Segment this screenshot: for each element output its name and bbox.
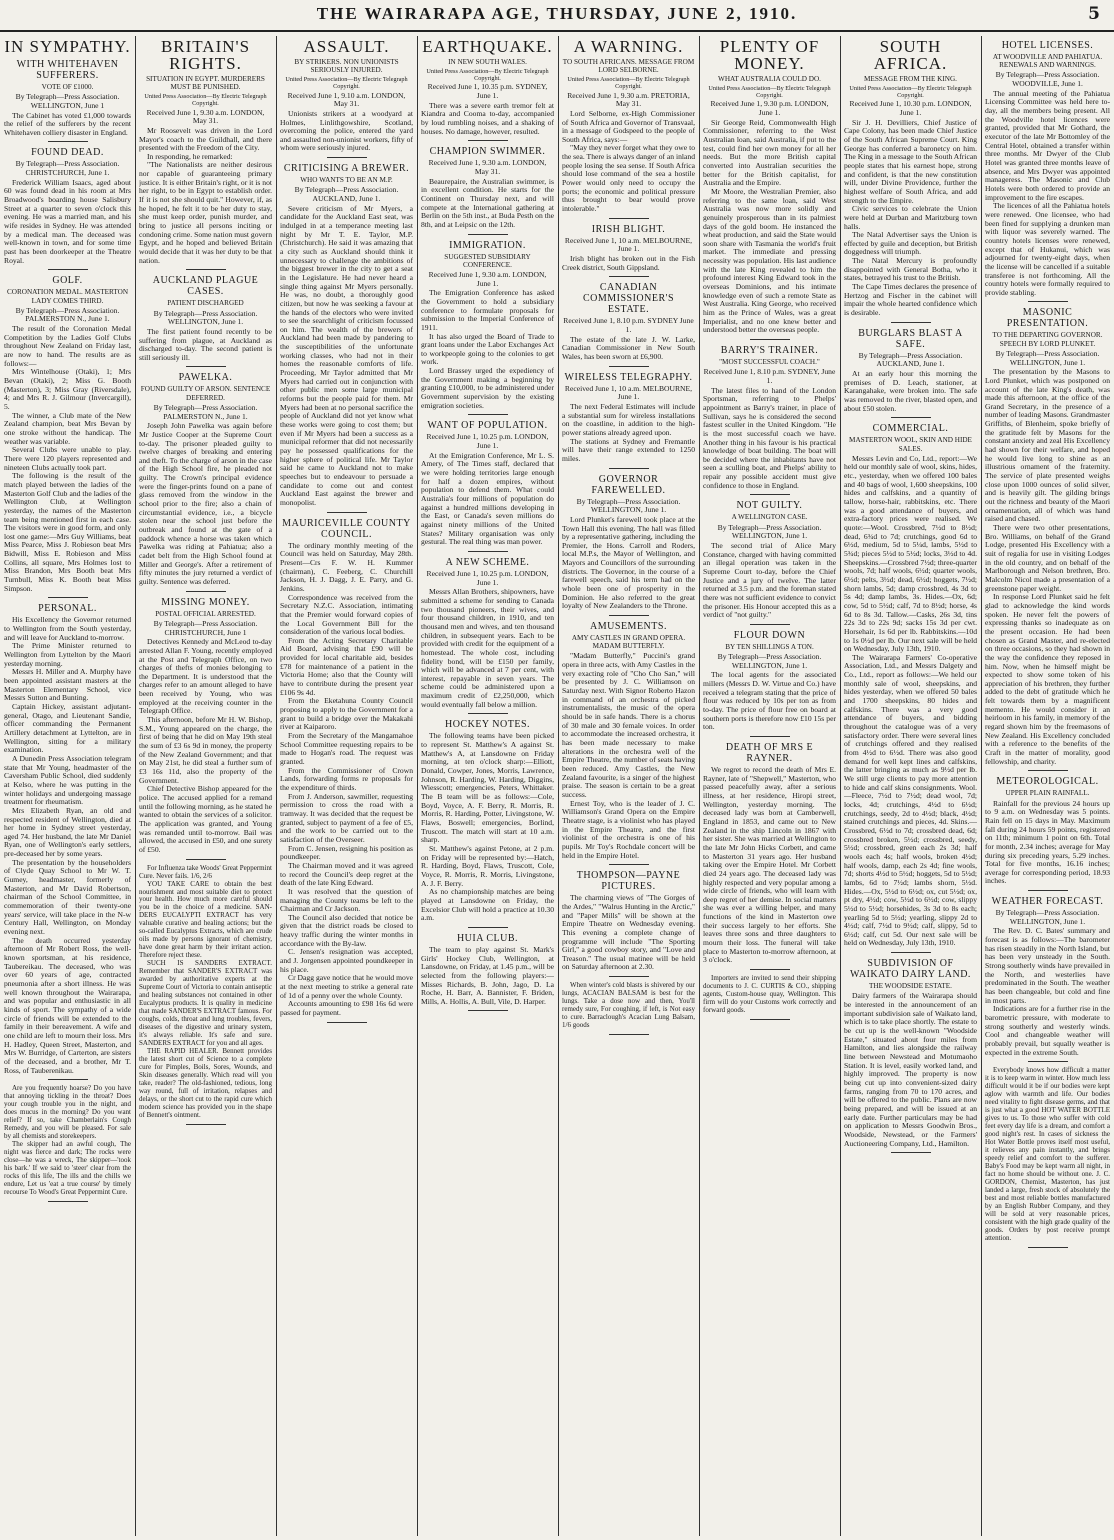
headline: IRISH BLIGHT. [591, 223, 666, 235]
headline: GOVERNOR FAREWELLED. [591, 473, 666, 496]
article-divider [750, 494, 790, 495]
article-divider [609, 366, 649, 367]
paragraph: From the Secretary of the Mangamahoe School Committee requesting repairs to be made to Hogan's road. The request was granted. [280, 731, 413, 767]
paragraph: The local agents for the associated millers (Messrs D. W. Virtue and Co.) have received a telegram stating that the price of flour was reduced by 10s per ton as from to-day. The price of flour free on board at southern ports is therefore now £10 15s per ton. [703, 670, 836, 732]
paragraph: There was a severe earth tremor felt at Kiandra and Cooma to-day, accompanied by loud rumbling noises, and a shaking of houses. No damage, however, resulted. [421, 100, 554, 136]
article-divider [750, 624, 790, 625]
dateline: By Telegraph—Press Association. PALMERSTON N., June 1. [15, 305, 120, 324]
dateline: By Telegraph—Press Association. WELLINGTON, June 1. [153, 308, 258, 327]
paragraph: The next Federal Estimates will include a substantial sum for wireless installations on the coastline, in addition to the high-power stations already agreed upon. [562, 401, 695, 437]
column-2 [139, 36, 272, 1536]
subheading: TO SOUTH AFRICANS. MESSAGE FROM LORD SELBORNE. [562, 58, 695, 75]
paragraph: The charming views of "The Gorges of the Ardes," "Walrus Hunting in the Arctic," and "Paper Mills" will be shown at the Empire Theatre on Wednesday evening. This evening a complete change of programme will include "The Sporting Girl," a good cowboy story, and "Love and Treason." The usual matinee will be held on Saturday afternoon at 2.30. [562, 893, 695, 972]
dateline: Received June 1, 10 a.m. MELBOURNE, June 1. [564, 235, 693, 254]
article [985, 40, 1110, 302]
article [844, 38, 977, 323]
column-7 [844, 36, 977, 1536]
dateline: By Telegraph—Press Association. CHRISTCHURCH, June 1. [15, 159, 120, 178]
paragraph: The following is the result of the match played between the ladies of the Masterton Golf Club and the ladies of the Wellington Club, at Wellington yesterday, the names of the Masterton team being mentioned first in each case. The visitors were in good form, and only lost one game:—Mrs Guy Williams, beat Miss Pearce, Miss J. Robieson beat Mrs Bidwill, Miss E. Robieson and Miss Collins, all square, Mrs Holmes lost to Miss Brandon, Mrs Booth beat Mrs Turnbull, Miss K. Booth beat Miss Simpson. [4, 471, 131, 593]
copyright-line: United Press Association—By Electric Telegraph Copyright. [285, 76, 408, 91]
column-5 [562, 36, 695, 1536]
paragraph: Civic services to celebrate the Union were held at Durban and Maritzburg town halls. [844, 204, 977, 231]
headline: GOLF. [52, 275, 83, 287]
article [421, 146, 554, 234]
copyright-line: United Press Association—By Electric Telegraph Copyright. [567, 76, 690, 91]
article-divider [186, 591, 226, 592]
paragraph: The death occurred yesterday afternoon of Mr Robert Ross, the well-known sportsman, at his residence, Taubereikau. The deceased, who was over 60 years of age, contracted pneumonia after a short illness. He was well known throughout the Wairarapa, and was popular and enthusiastic in all kinds of sport. The sympathy of a wide circle of friends will be extended to the family in their bereavement. A wife and one child are left to mourn their loss. Mrs H. Hadley, Queen Street, Masterton, and Mrs W. Burridge, of Carterton, are sisters of the deceased, and a brother, Mr T. Ross, of Tauberenikau. [4, 935, 131, 1075]
article-divider [609, 218, 649, 219]
column-rule [840, 36, 841, 1536]
headline: IN SYMPATHY. [4, 37, 131, 56]
dateline: By Telegraph—Press Association. WELLINGTON, June 1. [995, 908, 1100, 926]
headline: CANADIAN COMMISSIONER'S ESTATE. [582, 282, 675, 316]
paragraph: The winner, a Club mate of the New Zealand champion, beat Mrs Bevan by one stroke without the handicap. The weather was variable. [4, 410, 131, 446]
paragraph: "The Nationalists are neither desirous nor capable of guaranteeing primary justice. It is either Britain's right, or it is not her right, to be in Egypt to establish order. If it is not she should quit." However, if, as he hoped, he felt it to be her duty to stay, she must keep order, punish murder, and bring to justice all persons inciting or condoning crime. Some nation must govern Egypt, and he hoped and believed Britain would decide that it was her duty to be that nation. [139, 160, 272, 265]
paragraph: In response Lord Plunket said he felt glad to acknowledge the kind words spoken. He never felt the powers of expressing thanks so inadequate as on the present occasion. He had been chosen as Grand Master, and re-elected on three occasions, so they had shown in the way the confidence they reposed in him. Now, when he himself might be expected to show some token of his appreciation of his brethren, they further added to the debt of gratitude which he felt towards them by a magnificent memento. He would consider it an heirloom in his family, in memory of the regard shown him by the freemasons of New Zealand. His Excellency concluded with a reference to the benefits of the Craft in the matter of morality, good fellowship, and charity. [985, 592, 1110, 766]
paragraph: His Excellency the Governor returned to Wellington from the South yesterday, and will leave for Auckland to-morrow. [4, 615, 131, 642]
dateline: Received June 1, 10 a.m. MELBOURNE, June 1. [564, 383, 693, 402]
paragraph: The ordinary monthly meeting of the Council was held on Saturday, May 28th. Present—Crs F. W. H. Kummer (chairman), C. Feeberg, C. Churchill Jackson, H. J. Dagg, J. E. Parry, and G. Jenkins. [280, 540, 413, 593]
dateline: By Telegraph—Press Association. PALMERSTON N., June 1. [153, 402, 258, 421]
paragraph: Accounts amounting to £98 16s 6d were passed for payment. [280, 999, 413, 1018]
subheading: AT WOODVILLE AND PAHIATUA. RENEWALS AND WARNINGS. [992, 53, 1103, 70]
paragraph: Rainfall for the previous 24 hours up to 9 a.m. on Wednesday was 5 points. Rain fell on 15 days in May. Maximum fall during 24 hours 59 points, registered on 11th; minimum 1 point on 6th. Total for month, 2.34 inches; average for May during six preceding years, 5.29 inches. Total for five months, 16.16 inches; average for corresponding period, 18.93 inches. [985, 798, 1110, 886]
article [562, 982, 695, 1035]
subheading: VOTE OF £1000. [41, 83, 94, 91]
paragraph: Detectives Kennedy and McLeod to-day arrested Allan F. Young, recently employed at the Post and Telegraph Office, on two charges of thefts of monies belonging to the Department. It is understood that the charges refer to an amount alleged to have been received by Young, who was employed at the receiving counter in the Telegraph Office. [139, 637, 272, 716]
article-divider [750, 1019, 790, 1020]
headline: A NEW SCHEME. [445, 556, 530, 568]
headline: CRITICISING A BREWER. [283, 163, 410, 175]
headline: NOT GUILTY. [736, 500, 803, 512]
column-rule [135, 36, 136, 1536]
subheading: TO THE DEPARTING GOVERNOR. SPEECH BY LORD PLUNKET. [992, 331, 1103, 348]
column-rule [981, 36, 982, 1536]
dateline: Received June 1, 10.30 p.m. LONDON, June 1. [849, 99, 972, 117]
paragraph: We regret to record the death of Mrs E. Rayner, late of "Shepwell," Masterton, who passed peacefully away, after a serious illness, at her residence, Hiropi street, Wellington, yesterday morning. The deceased lady was born at Camberwell, England in 1853, and came out to New Zealand in the ship Lincoln in 1867 with her sister. She was married at Wellington to the late Mr John Hicks Corbett, and came to Masterton 31 years ago. Her husband taking over the Empire Hotel. Mr Corbett died 24 years ago. The deceased lady was highly respected and very popular among a wide circle of friends, who will learn with deep regret of her demise. In social matters she was ever a willing helper, and many functions of the kind in Masterton owe their success largely to her efforts. She leaves three sons and three daughters to mourn their loss. The funeral will take place to Masterton to-morrow afternoon, at 3 o'clock. [703, 764, 836, 965]
headline: PLENTY OF MONEY. [719, 37, 820, 73]
article [703, 38, 836, 340]
article [421, 38, 554, 141]
paragraph: There were two other presentations, Bro. Williams, on behalf of the Grand Lodge, presented His Excellency with a suit of regalia for use in visiting Lodges in the old country, and on behalf of the Marlborough and Nelson brethren, Bro. Malcolm Nicol made a presentation of a greenstone paper weight. [985, 523, 1110, 593]
article [4, 38, 131, 142]
article [985, 896, 1110, 1062]
paragraph: C. Jensen's resignation was accepted, and J. Jorgensen appointed poundkeeper in his place. [280, 947, 413, 974]
article [562, 372, 695, 469]
article [280, 518, 413, 1023]
advertisement: SUCH IS SANDERS EXTRACT. Remember that SANDER'S EXTRACT was awarded by authoritative experts at the Supreme Court of Victoria to contain antiseptic and healing substances not contained in other Eucalyptus products. It is quality in medicine that made SANDER'S EXTRACT famous. For coughs, colds, throat and lung troubles, fevers, diseases of the digestive and urinary system, it's always reliable. It's safe and sure. SANDERS EXTRACT for you and all ages. [139, 959, 272, 1047]
paragraph: Mr Moore, the Westralian Premier, also referring to the same loan, said West Australia was now more solidly and genuinely prosperous than in its palmiest days of the gold boom. He instanced the wheat production, and said the State would soon share with Tasmania the world's fruit market. The immediate and pressing necessity was population. His last audience with the late King revealed to him the profound interest King Edward took in the overseas Dominions, and his intimate knowledge even of such a remote State as West Australia. King George, who received him as the Prince of Wales, was a great Imperialist, and no one knew better and understood better the overseas people. [703, 186, 836, 335]
article [421, 420, 554, 552]
column-rule [558, 36, 559, 1536]
article-divider [609, 1034, 649, 1035]
article [562, 870, 695, 977]
headline: FLOUR DOWN [733, 629, 806, 641]
article [985, 307, 1110, 771]
headline: PAWELKA. [178, 372, 233, 384]
headline: CHAMPION SWIMMER. [429, 146, 546, 158]
article-divider [48, 269, 88, 270]
article-divider [750, 736, 790, 737]
article-divider [48, 597, 88, 598]
paragraph: The stations at Sydney and Fremantle will have their range extended to 1250 miles. [562, 436, 695, 463]
paragraph: Mrs Elizabeth Ryan, an old and respected resident of Wellington, died at her home in Sydney street yesterday, aged 74. Her husband, the late Mr Daniel Ryan, one of Wellington's early settlers, pre-deceased her by some years. [4, 805, 131, 859]
paragraph: Sir J. H. Devilliers, Chief Justice of Cape Colony, has been made Chief Justice of the South African Supreme Court. King George has conferred a baronetcy on him. The King in a message to the South African people states that his earnest hope, strong and confident, is that the new constitution will, under Divine Providence, further the highest welfare of South Africa, and add strength to the Empire. [844, 117, 977, 205]
advertisement: YOU TAKE CARE to obtain the best nourishment and most suitable diet to protect your health. How much more careful should you be in the choice of a medicine. SAN-DERS EUCALYPTI EXTRACT has very valuable curative and healing actions; but the so-called Eucalyptus Extracts, which are crude oils made by persons ignorant of chemistry, have done great harm by their irritant action. Therefore reject these. [139, 879, 272, 960]
advertisement: Importers are invited to send their shipping documents to J. C. CURTIS & CO., shipping agents, Custom-house quay, Wellington. This firm will do your Customs work correctly and forward goods. [703, 974, 836, 1014]
paragraph: Several Clubs were unable to play. There were 120 players represented and nineteen Clubs actually took part. [4, 445, 131, 472]
column-4 [421, 36, 554, 1536]
subheading: BY TEN SHILLINGS A TON. [725, 642, 814, 651]
column-rule [417, 36, 418, 1536]
dateline: Received June 1, 9.30 a.m. PRETORIA, May 31. [567, 90, 690, 109]
article [139, 597, 272, 860]
paragraph: Messrs Allan Brothers, shipowners, have submitted a scheme for sending to Canada two thousand pioneers, their wives, and four thousand children, in 1910, and ten thousand men and wives, and ten thousand children, in subsequent years. Each to be provided with credit for the equipment of a homestead. The whole cost, including fidelity bond, will be £150 per family, which will be advanced at 7 per cent, with interest, repayable in seven years. The scheme could be administered upon a maximum credit of £2,250,000, which would eventually fall below a million. [421, 587, 554, 709]
paragraph: In responding, he remarked: [147, 151, 233, 161]
advertisement: Are you frequently hoarse? Do you have that annoying tickling in the throat? Does your cough trouble you in the night, and does mucus in the morning? Do you want relief? If so, take Chamberlain's Cough Remedy, and you will be pleased. For sale by all chemists and storekeepers. [4, 1084, 131, 1141]
paragraph: The Council also decided that notice be given that the district roads be closed to heavy traffic during the winter months in accordance with the By-law. [280, 912, 413, 948]
headline: SUBDIVISION OF WAIKATO DAIRY LAND. [850, 958, 971, 981]
subheading: CORONATION MEDAL. MASTERTON LADY COMES THIRD. [6, 288, 129, 305]
subheading: SUGGESTED SUBSIDIARY CONFERENCE. [444, 252, 531, 269]
article-divider [891, 952, 931, 953]
subheading: POSTAL OFFICIAL ARRESTED. [155, 609, 256, 618]
article-divider [1028, 301, 1068, 302]
headline: HOTEL LICENSES. [1001, 40, 1094, 51]
subheading: WHO WANTS TO BE AN M.P. [300, 176, 393, 185]
article-divider [468, 927, 508, 928]
article-divider [186, 859, 226, 860]
paragraph: Captain Hickey, assistant adjutant-general, Otago, and Lieutenant Sandie, officer commanding the Permanent Artillery detachment at Lyttelton, are in Wellington, sitting for a military examination. [4, 701, 131, 755]
subheading: SITUATION IN EGYPT. MURDERERS MUST BE PUNISHED. [146, 75, 265, 92]
headline: HUIA CLUB. [456, 932, 519, 944]
column-6 [703, 36, 836, 1536]
headline: DEATH OF MRS E RAYNER. [725, 741, 814, 764]
paragraph: It was resolved that the question of managing the County teams be left to the Chairman and Cr Jackson. [280, 886, 413, 914]
paragraph: A Dunedin Press Association telegram state that Mr Young, headmaster of the Caversham Public School, died suddenly at Kelso, where he was putting in the winter holidays and undergoing massage treatment for rheumatism. [4, 753, 131, 807]
headline: WITH WHITEHAVEN SUFFERERS. [16, 59, 119, 81]
article [4, 275, 131, 598]
subheading: THE WOODSIDE ESTATE. [869, 982, 952, 991]
dateline: By Telegraph—Press Association. WELLINGTON, June 1 [15, 92, 120, 110]
paragraph: From the Acting Secretary Charitable Aid Board, advising that £90 will be provided for local charitable aid, besides £78 for maintenance of a patient in the Victoria Home; also that the County will have to contribute during the present year £106 9s 4d. [280, 635, 413, 697]
subheading: MESSAGE FROM THE KING. [864, 75, 957, 83]
article-divider [327, 1022, 367, 1023]
headline: SOUTH AFRICA. [873, 37, 948, 73]
paragraph: Dairy farmers of the Wairarapa should be interested in the announcement of an important subdivision sale of Waikato land, which is to take place shortly. The estate to be cut up is the well-known "Woodside Estate," situated about four miles from Hamilton, and lies alongside the railway line between Newstead and Motumaoho Station. It is level, easily worked land, and highly improved. The property is now being cut up into convenient-sized dairy farms, ranging from 70 to 170 acres, and will be offered to the public. Plans are now being prepared, and will be issued at an early date. Further particulars may be had on application to Messrs Goodwin Bros., Woodside, Newstead, or the Farmers' Auctioneering Company, Ltd., Hamilton. [844, 991, 977, 1148]
paragraph: The Rev. D. C. Bates' summary and forecast is as follows:—The barometer has risen steadily in the North Island, but has been very unsteady in the South. Strong southerly winds have prevailed in the North, and westerlies have predominated in the South. The weather has been changeable, but cold and fine in most parts. [985, 926, 1110, 1005]
paragraph: Mr Roosevelt was driven in the Lord Mayor's coach to the Guildhall, and there presented with the Freedom of the City. [139, 125, 272, 153]
article-divider [609, 468, 649, 469]
headline: HOCKEY NOTES. [444, 719, 530, 731]
headline: METEOROLOGICAL. [996, 776, 1099, 788]
paragraph: The presentation by the householders of Clyde Quay School to Mr W. T. Gumey, headmaster, formerly of Masterton, and Mr David Robertson, chairman of the School Committee, in commemoration of their twenty-one years' service, will take place in the N-w Century Hall, Wellington, on Monday evening next. [4, 857, 131, 937]
advertisement: For Influenza take Woods' Great Peppermint Cure. Never fails. 1/6, 2/6 [139, 863, 272, 880]
article [421, 719, 554, 927]
paragraph: Irish blight has broken out in the Fish Creek district, South Gippsland. [562, 254, 695, 272]
copyright-line: United Press Association—By Electric Telegraph Copyright. [426, 68, 549, 83]
column-8 [985, 36, 1110, 1536]
headline: BARRY'S TRAINER. [720, 345, 819, 357]
article-divider [891, 1152, 931, 1153]
article [562, 224, 695, 278]
headline: MASONIC PRESENTATION. [1006, 307, 1089, 330]
article [844, 958, 977, 1153]
paragraph: At an early hour this morning the premises of D. Leach, stationer, at Karangahake, were broken into. The safe was removed to the river, blasted open, and about £50 stolen. [844, 369, 977, 413]
paragraph: Frederick William Isaacs, aged about 60 was found dead in his room at Mrs Broadwood's boarding house Salisbury Street at a quarter to seven o'clock this evening. He was a married man, and his wife resides in Sydney. He was attended by a medical man. The deceased was well-known in town, and for some time past has been doorkeeper at the Theatre Royal. [4, 177, 131, 265]
paragraph: Messrs Levin and Co, Ltd., report:—We held our monthly sale of wool, skins, hides, etc., yesterday, when we offered 100 bales and 40 bags of wool, 1,600 sheepskins, 100 hides and calfskins, and a quantity of tallow, horse-hair, rabbitskins, etc. There was a good attendance of buyers, and extra-factory prices were realised. We quote:—Wool. Crossbred, 7½d to 8½d; dead, 6¾d to 7d; crutchings, good 6d to 6½d, medium, 5d to 5¼d, lambs, 5½d to 5¾d; pieces 5½d to 5½d; locks, 3½d to 4d. Sheepskins.—Crossbred 7½d; three-quarter wools, 7d; half wools, 6½d; quarter wools, 6½d; pelts, 3½d; dead, 6½d; hoggets, 7½d; shorn lambs, 5d; damp crossbred, 4s 3d to 5s 4d; damp lambs, 3s. Hides.—Ox, 6d; cow, 5d to 5½d; calf, 7d to 8½d; horse, 4s 6d to 8s 3d. Tallow.—Casks, 26s 3d, tins 22s 3d to 22s 9d; sacks 15s 3d per cwt. Horsehair, 1s 6d per lb. Rabbitskins.—10d to 1s 0½d per lb. Our next sale will be held on Wednesday, July 13th, 1910. [844, 453, 977, 654]
article [703, 742, 836, 970]
paragraph: The team to play against St. Mark's Girls' Hockey Club, Wellington, at Lansdowne, on Friday, at 1.45 p.m., will be selected from the following players:—Misses Richards, B. John, Jago, D. La Roche, H. Barr, A. Bannister, F. Briden, Mills, A. Hollis, A. Bull, Vile, D. Harper. [421, 944, 554, 1006]
paragraph: Messrs H. Miller and A. Murphy have been appointed assistant masters at the Masterton Elementary School, vice Messrs Sutton and Bunting. [4, 667, 131, 703]
paragraph: "May they never forget what they owe to the sea. There is always danger of an inland people losing the sea sense. If South Africa should lose command of the sea a hostile Power would only need to occupy the ports; the economic and political pressure thus brought to bear would prove intolerable." [562, 143, 695, 214]
advertisement: Everybody knows how difficult a matter it is to keep warm in winter. How much less difficult would it be if our bodies were kept aglow with warmth and life. Our bodies need vitality to fight disease germs, and that is just what a good HOT WATER BOTTLE gives to us. To those who suffer with cold feet every day life is a dream, and comfort a good night's rest. In cases of sickness the Hot Water Bottle proves itself most useful, it relieves any pain instantly, and brings speedy relief and comfort to the sufferer. Baby's Food may be kept warm all night, in fact no home should be without one. J. C. GORDON, Chemist, Masterton, has just landed a large, fresh stock of absolutely the best and most reliable bottles manufactured by an English Rubber Company, and they will be sold at very reasonable prices, consistent with the high grade quality of the goods. Orders by post receive prompt attention. [985, 1066, 1110, 1242]
dateline: By Telegraph—Press Association. WELLINGTON, June 1. [717, 522, 822, 541]
article [421, 557, 554, 715]
headline: AMUSEMENTS. [590, 621, 667, 633]
paragraph: Indications are for a further rise in the barometric pressure, with moderate to strong southerly and westerly winds. Cool and changeable weather will probably prevail, but squally weather is expected in the extreme South. [985, 1004, 1110, 1057]
article [139, 38, 272, 270]
paragraph: The Wairarapa Farmers' Co-operative Association, Ltd., and Messrs Dalgety and Co., Ltd., report as follows:—We held our monthly sale of wool, sheepskins, and hides yesterday, when we offered 50 bales and 1700 sheepskins, 80 hides and calfskins. There was a very good attendance of buyers, and bidding throughout the catalogue was of a very satisfactory order. There were several lines of crutchings offered and they realised from 4½d to 6½d. There was also good demand for well kept lines and calfskins, the latter bringing as much as 9½d per lb. We still urge clients to pay more attention to hide and calf skins consignments. Wool.—Fleece, 7½d to 7½d; dead wool, 7d; locks, 4d; crutchings, 4½d to 6½d; crutchings, seedy, 2d to 4½d; black, 4½d; stained crutchings and pieces, 4d. Skins.—Crossbred, 6½d to 7d; crossbred dead, 6d; crossbred broken, 5½d; crossbred, seedy, 5½d; crossbred, green each 2s 3d; half wools each 4s; half wools, broken 4½d; half wools, damp, each 2s 4d; fine wools, 7d; shorts 4½d to 5½d; hoggets, 5d to 5½d; lambs, 6d to 7½d; lambs shorn, 5½d. Hides.—Ox, 5½d to 6½d; ox, cut 5½d; ox, pt dry, 4½d; cow, 5½d to 6½d; cow, slippy 5½d to 5½d; horsehides, 3s 3d to 8s each; yearling 5d to 5½d; yearling, slippy 2d to 4½d; calf, 7½d to 9½d; calf, slippy, 5d to 6½d; calf, cut 5d. Our next sale will be held on Wednesday, July 13th, 1910. [844, 652, 977, 948]
advertisement: When winter's cold blasts is shivered by our lungs, ACACIAN BALSAM is best for the lungs. Take a dose now and then, You'll remedy sure, For coughing, if left, is Not easy to cure. Barraclough's Acacian Lung Balsam, 1/6 goods [562, 981, 695, 1029]
copyright-line: United Press Association—By Electric Telegraph Copyright. [144, 93, 267, 108]
dateline: Received June 1, 8.10 p.m. SYDNEY June 1. [563, 316, 694, 334]
subheading: "MOST SUCCESSFUL COACH." [719, 358, 820, 367]
headline: EARTHQUAKE. [422, 37, 553, 56]
article [985, 776, 1110, 891]
article-divider [468, 234, 508, 235]
article [421, 240, 554, 416]
article [139, 865, 272, 1125]
article-divider [48, 141, 88, 142]
paragraph: Mrs Wintelhouse (Otaki), 1; Mrs Bevan (Otaki), 2; Miss G. Booth (Masterton), 3; Miss Gray (Riversdale), 4; and Mrs R. J. Gilmour (Invercargill), 5. [4, 367, 131, 411]
paragraph: Unionists strikers at a woodyard at Holmes, Linlithgowshire, Scotland, overcoming the police, entered the yard and assaulted non-unionist workers, fifty of whom were seriously injured. [280, 108, 413, 153]
article [985, 1067, 1110, 1247]
dateline: Received June 1, 10.25 p.m. LONDON, June 1. [426, 432, 549, 451]
page-number: 5 [1088, 4, 1100, 24]
article [4, 603, 131, 1080]
article-divider [1028, 890, 1068, 891]
article-divider [48, 1201, 88, 1202]
article [280, 38, 413, 158]
paragraph: The result of the Coronation Medal Competition by the Ladies Golf Clubs throughout New Zealand on Friday last, are now to hand. The results are as follows:— [4, 324, 131, 368]
article-divider [1028, 1247, 1068, 1248]
dateline: By Telegraph—Press Association. WELLINGTON, June 1. [995, 348, 1100, 367]
subheading: FOUND GUILTY OF ARSON. SENTENCE DEFERRED. [140, 385, 271, 402]
paragraph: The Cabinet has voted £1,000 towards the relief of the sufferers by the recent Whitehaven colliery disaster in England. [4, 110, 131, 137]
dateline: By Telegraph—Press Association. WELLINGTON, June 1. [576, 496, 681, 515]
subheading: AMY CASTLES IN GRAND OPERA. MADAM BUTTERFLY. [571, 634, 686, 651]
paragraph: The following teams have been picked to represent St. Matthew's A against St. Matthew's A, at Lansdowne on Friday morning, at ten o'clock sharp:—Elliott, Donald, Cowper, Jones, Morris, Lawrence, Johnson, R. Harding, W. Harding, Diggins, Wiesscott; emergencies, Peters, Whittaker. The B team will be as follows:—Cole, Boyd, Voyce, A. F. Berry, R. Morris, R. Morris, R. Harding, Potter, Livingstone, W. Flaws, Boswell; emergencies, Borlind, Truscott. The match will start at 10 a.m. sharp. [421, 731, 554, 845]
dateline: Received June 1, 10.35 p.m. SYDNEY, June 1. [427, 82, 548, 100]
dateline: By Telegraph—Press Association. WOODVILLE, June 1. [995, 70, 1100, 89]
paragraph: From J. Anderson, sawmiller, requesting permission to cross the road with a tramway. It was decided that the request be granted, subject to payment of a fee of £5, and the work to be carried out to the satisfaction of the Overseer. [280, 791, 413, 844]
paragraph: As no championship matches are being played at Lansdowne on Friday, the Excelsior Club will hold a practice at 10.30 a.m. [421, 887, 554, 923]
subheading: MASTERTON WOOL, SKIN AND HIDE SALES. [849, 436, 972, 453]
subheading: UPPER PLAIN RAINFALL. [1005, 789, 1090, 798]
headline: MAURICEVILLE COUNTY COUNCIL. [282, 517, 411, 540]
headline: FOUND DEAD. [31, 147, 104, 159]
paragraph: From the Eketahuna County Council proposing to apply to the Government for a grant to build a bridge over the Makakahi river at Kaiparoro. [280, 696, 413, 732]
article [844, 328, 977, 419]
paragraph: It has also urged the Board of Trade to grant loans under the Labor Exchanges Act to workpeople going to the colonies to get work. [421, 331, 554, 367]
headline: COMMERCIAL. [872, 423, 949, 435]
headline: WEATHER FORECAST. [991, 896, 1104, 908]
paragraph: The Natal Mercury is profoundly disappointed with General Botha, who it states, betrayed his trust to the British. [844, 256, 977, 283]
article [4, 147, 131, 270]
subheading: PATIENT DISCHARGED [167, 299, 244, 308]
paragraph: St. Matthew's against Petone, at 2 p.m. on Friday will be represented by:—Hatch, R. Harding, Boyd, Flaws, Truscott, Cole, Voyce, R. Morris, R. Morris, Livingstone, A. J. F. Berry. [421, 843, 554, 888]
article-divider [186, 366, 226, 367]
paragraph: The presentation by the Masons to Lord Plunket, which was postponed on account of the late King's death, was made this afternoon, at the office of the Grand Secretary, in the presence of a number of leading Masons. Grandmaster Griffiths, of Blenheim, spoke briefly of the gratitude felt by Masons for the constant anxiety and zeal His Excellency had shown for their welfare, and hoped he would live long to shine as an illustrious ornament of the fraternity. The service of plate presented weighs close upon 1000 ounces of solid silver, and is heavily gilt. The gilding brings out the richness and beauty of the Maori ornamentation, all of which was hand raised and chased. [985, 367, 1110, 524]
article [844, 423, 977, 953]
paragraph: Lord Brassey urged the expediency of the Government making a beginning by granting £10,000, to be administered under Government supervision by the existing emigration societies. [421, 366, 554, 410]
article [421, 933, 554, 1012]
dateline: Received June 1, 9.30 a.m. LONDON, May 31. [146, 107, 265, 126]
article-divider [609, 615, 649, 616]
paragraph: The annual meeting of the Pahiatua Licensing Committee was held here to-day, all the members being present. All the Woodville hotel licences were granted, provided that Mr Gothard, the executor of the late Mr Bottomley of the Central Hotel, obtained a transfer within three months. Mr Dwyer of the Club Hotel was granted three months leave of absence, and Mrs Dwyer was appointed manageress. The Masonic and Club Hotels were both ordered to provide an improvement to the fire escapes. [985, 88, 1110, 202]
article [703, 500, 836, 624]
paragraph: Lord Selborne, ex-High Commissioner of South Africa and Governor of Transvaal, in a message of Godspeed to the people of South Africa, says:— [562, 108, 695, 144]
paragraph: Correspondence was received from the Secretary N.Z.C. Association, intimating that the Premier would forward copies of the Local Government Bill for the consideration of the various local bodies. [280, 592, 413, 637]
dateline: Received June 1, 9.30 a.m. LONDON, May 31. [428, 158, 547, 176]
article [562, 38, 695, 219]
dateline: By Telegraph—Press Association. AUCKLAND, June 1. [858, 350, 963, 369]
article-divider [468, 713, 508, 714]
copyright-line: United Press Association—By Electric Telegraph Copyright. [708, 85, 831, 100]
headline: THOMPSON—PAYNE PICTURES. [576, 870, 681, 893]
paragraph: The Cape Times declares the presence of Hertzog and Fischer in the cabinet will impair the whole hearted confidence which is desirable. [844, 282, 977, 318]
article-divider [468, 140, 508, 141]
article-divider [186, 1124, 226, 1125]
headline: AUCKLAND PLAGUE CASES. [152, 275, 259, 298]
article-divider [1028, 1061, 1068, 1062]
dateline: By Telegraph—Press Association. AUCKLAND, June 1. [294, 185, 399, 203]
article-divider [750, 969, 790, 970]
dateline: By Telegraph—Press Association. WELLINGTON, June 1. [717, 652, 822, 670]
paragraph: Beaurepaire, the Australian swimmer, is in excellent condition. He starts for the Continent on Thursday next, and will compete at the International gathering at Berlin on the 5th inst., at Buda Pesth on the 8th, and at Leipsic on the 12th. [421, 176, 554, 229]
article-divider [750, 339, 790, 340]
article-divider [891, 322, 931, 323]
paragraph: Chief Detective Bishop appeared for the police. The accused applied for a remand until the following morning, as he stated he wanted to obtain the services of a solicitor. The application was granted, and Young was remanded until to-morrow. Bail was allowed, the accused in £50, and one surety of £50. [139, 784, 272, 854]
headline: MISSING MONEY. [161, 596, 250, 608]
subheading: WHAT AUSTRALIA COULD DO. [718, 75, 821, 83]
subheading: A WELLINGTON CASE. [731, 513, 808, 522]
paragraph: The licences of all the Pahiatua hotels were renewed. One licensee, who had been fined for supplying a drunken man with liquor was severely warned. The country hotels licenses were renewed, except that of Hukanui, which was adjourned for twenty-eight days, when the license will be cancelled if a suitable transferee is not forthcoming. All the country hotels were formally required to provide stabling. [985, 201, 1110, 297]
article [4, 1085, 131, 1202]
paragraph: Lord Plunket's farewell took place at the Town Hall this evening. The hall was filled by a representative gathering, including the Premier, the Hons. Carroll and Roders, local M.P.s, the Mayor of Wellington, and Mayors and Councillors of the surrounding districts. The Governor, in the course of a farewell speech, said his term had on the whole been one of prosperity in the Dominion. He also referred to the great loyalty of New Zealanders to the Throne. [562, 514, 695, 611]
headline: IMMIGRATION. [449, 239, 526, 251]
article [139, 372, 272, 591]
article-divider [327, 157, 367, 158]
paragraph: The estate of the late J. W. Larke, Canadian Commissioner in New South Wales, has been sworn at £6,900. [562, 334, 695, 361]
article-divider [468, 551, 508, 552]
dateline: Received June 1, 10.25 p.m. LONDON, June 1. [426, 568, 549, 587]
article-divider [609, 976, 649, 977]
article-divider [891, 417, 931, 418]
paragraph: The Prime Minister returned to Wellington from Lyttelton by the Maori yesterday morning. [4, 641, 131, 668]
headline: A WARNING. [573, 37, 684, 56]
paragraph: The second trial of Alice Mary Constance, charged with having committed an illegal operation was taken in the Supreme Court to-day, before the Chief Justice and a jury of twelve. The latter returned at 3.5 p.m. and the foreman stated there was not sufficient evidence to convict the prisoner. His Honour accepted this as a verdict of "not guilty." [703, 540, 836, 620]
masthead [0, 0, 1114, 32]
article-divider [609, 864, 649, 865]
paragraph: The Emigration Conference has asked the Government to hold a subsidiary conference to formulate proposals for submission to the Imperial Conference of 1911. [421, 288, 554, 332]
article [562, 282, 695, 366]
article [139, 275, 272, 367]
paragraph: Severe criticism of Mr Myers, a candidate for the Auckland East seat, was indulged in at a temperance meeting last night by Mr T. E. Taylor, M.P. (Christchurch). He said it was amazing that a city such as Auckland should think it unnecessary to challenge the ambitions of the biggest brewer in the city to get a seat in the Legislature. He had never heard a single thing against Mr Myers personally. He was, no doubt, a thoroughly good citizen, but now he was seeking a favour at the hands of the electors who were invited to see the searchlight of criticism focussed on him. The wealth of the brewers of Auckland had been made by pandering to the susceptibilities of the unfortunate working classes, who had not in their homes the reasonable comforts of life. Proceeding, Mr Taylor admitted that Mr Myers had carried out in conjunction with other public men some large municipal reforms but the people paid for them. Mr Myers had been at no personal sacrifice the people of Auckland did not yet know what these works were going to cost them; but even if Mr Myers had been a success as a municipal reformer that did not necessarily pay he possessed qualifications for the higher sphere of political life. Mr Taylor said he came to Auckland not to make speeches but to endeavour to persuade a candidate to come out and contest Auckland East against the brewer and monopolist. [280, 203, 413, 507]
article-divider [468, 1010, 508, 1011]
dateline: By Telegraph—Press Association. CHRISTCHURCH, June 1 [153, 618, 258, 637]
column-rule [276, 36, 277, 1536]
copyright-line: United Press Association—By Electric Telegraph Copyright. [849, 85, 972, 100]
paragraph: Joseph John Pawelka was again before Mr Justice Cooper at the Supreme Court to-day. The prisoner pleaded guilty to twelve charges of breaking and entering and theft. To the charge of arson in the case of the High School fire, he pleaded not guilty. The Crown's principal evidence were the finger-prints found on a pane of glass removed from the window in the school prior to the fire; also a chain of circumstantial evidence, i.e., a bicycle stolen near the school just before the outbreak and found at the gate of a paddock whence a horse was taken which Pawelka was riding at Pahiatua; also a cadet belt from the High School found at Miller and George's. After a retirement of fifty minutes the jury returned a verdict of guilty. Sentence was deferred. [139, 421, 272, 587]
article [703, 345, 836, 495]
paragraph: This afternoon, before Mr H. W. Bishop, S.M., Young appeared on the charge, the first of being that he did on May 19th steal the sum of £3 6s 9d in money, the property of the New Zealand Government; and that on May 21st, he did steal a further sum of £3 16s 11d, also the property of the Government. [139, 715, 272, 785]
article [280, 163, 413, 512]
paragraph: From the Commissioner of Crown Lands, forwarding forms re proposals for the expenditure of thirds. [280, 765, 413, 792]
article-divider [1028, 770, 1068, 771]
article [703, 975, 836, 1020]
headline: BURGLARS BLAST A SAFE. [858, 327, 963, 350]
column-3 [280, 36, 413, 1536]
dateline: Received June 1, 9.10 a.m. LONDON, May 31. [287, 90, 406, 109]
article [562, 621, 695, 865]
article-divider [468, 414, 508, 415]
headline: ASSAULT. [303, 37, 390, 56]
subheading: BY STRIKERS. NON UNIONISTS SERIOUSLY INJURED. [294, 58, 399, 75]
column-1 [4, 36, 131, 1536]
paragraph: Ernest Toy, who is the leader of J. C. Williamson's Grand Opera on the Empire Theatre stage, is a violinist who has played in the Empire Theatre, and the first violinist of the orchestra is one of his pupils. Mr Toy's Rochdale concert will be held in the Empire Hotel. [562, 798, 695, 860]
newspaper-title: THE WAIRARAPA AGE, THURSDAY, JUNE 2, 1910. [316, 4, 798, 23]
article [703, 630, 836, 737]
article-divider [609, 276, 649, 277]
advertisement: THE RAPID HEALER. Bennett provides the latest short cut of Science to a complete cure for Pimples, Boils, Sores, Wounds, and Skin diseases generally. Which read will you take, reader? The old-fashioned, tedious, long way round, full of irritation, relapses and delays, or the short cut to the rapid cure which modern science has provided you in the shape of Bennett's ointment. [139, 1046, 272, 1119]
dateline: Received June 1, 9.30 a.m. LONDON, June 1. [428, 269, 547, 288]
column-rule [699, 36, 700, 1536]
headline: WANT OF POPULATION. [427, 420, 548, 432]
dateline: Received June 1, 9.30 p.m. LONDON, June 1. [710, 99, 829, 117]
article [562, 474, 695, 617]
paragraph: From C. Jensen, resigning his position as poundkeeper. [280, 843, 413, 862]
advertisement: The skipper had an awful cough, The night was fierce and dark; The rocks were close—he was a wreck, The skipper—'took his bark.' If we said to 'steer' clear from the rocks of this life, The ills and the chills we endure, Let us 'eat a true course' by timely recourse To Wood's Great Peppermint Cure. [4, 1139, 131, 1196]
paragraph: The Natal Advertiser says the Union is effected by guile and deception, but British doggedness will triumph. [844, 230, 977, 257]
paragraph: Cr Dagg gave notice that he would move at the next meeting to strike a general rate of 1d of a penny over the whole County. [280, 973, 413, 1000]
article-divider [48, 1079, 88, 1080]
paragraph: The first patient found recently to be suffering from plague, at Auckland as discharged to-day. The second patient is still seriously ill. [139, 326, 272, 362]
headline: PERSONAL. [38, 603, 97, 615]
headline: BRITAIN'S RIGHTS. [160, 37, 251, 73]
dateline: Received June 1, 8.10 p.m. SYDNEY, June 1. [703, 367, 836, 385]
paragraph: "Madam Butterfly," Puccini's grand opera in three acts, with Amy Castles in the very exacting role of "Cho Cho San," will be presented by J. C. Williamson on Saturday next. With Signor Roberto Hazon in command of an orchestra of picked instrumentalists, the music of the opera should be in safe hands. There is a chorus of 30 male and 30 female voices. In order to accommodate the increased orchestra, it has been made necessary to make alterations in the orchestra well of the Empire Theatre, the number of seats having been reduced. Amy Castles, the New Zealand favourite, is a singer of the highest praise. The season is certain to be a great success. [562, 651, 695, 799]
headline: WIRELESS TELEGRAPHY. [564, 371, 693, 383]
subheading: IN NEW SOUTH WALES. [448, 58, 527, 66]
paragraph: Sir George Reid, Commonwealth High Commissioner, referring to the West Australian loan, said Australia, if put to the test, could find her own money for all her needs. But the more British capital converted into Australian securities the better for the British capitalist, for Australia and the Empire. [703, 117, 836, 188]
paragraph: The latest files to hand of the London Sportsman, referring to Phelps' appointment as Barry's trainer, in place of Sullivan, says he is considered the second fastest sculler in the United Kingdom. "He is the most successful coach we have. Another thing in his favour is his practical knowledge of boat building. The boat will be decided where the inhabitants have not seen a sculling boat, and Phelps' ability to repair any possible accident must give confidence to those in England. [703, 385, 836, 490]
article-divider [327, 512, 367, 513]
paragraph: At the Emigration Conference, Mr L. S. Amery, of The Times staff, declared that we were holding territories large enough for half a dozen empires, without population to defend them. What could Australia's four millions of population do against a hundred millions developing in the East, or Canada's seven millions do against ninety millions of the United States? Military organisation was only gestural. The real thing was man power. [421, 450, 554, 547]
paragraph: The Chairman moved and it was agreed to record the Council's deep regret at the death of the late King Edward. [280, 860, 413, 888]
article-divider [186, 269, 226, 270]
